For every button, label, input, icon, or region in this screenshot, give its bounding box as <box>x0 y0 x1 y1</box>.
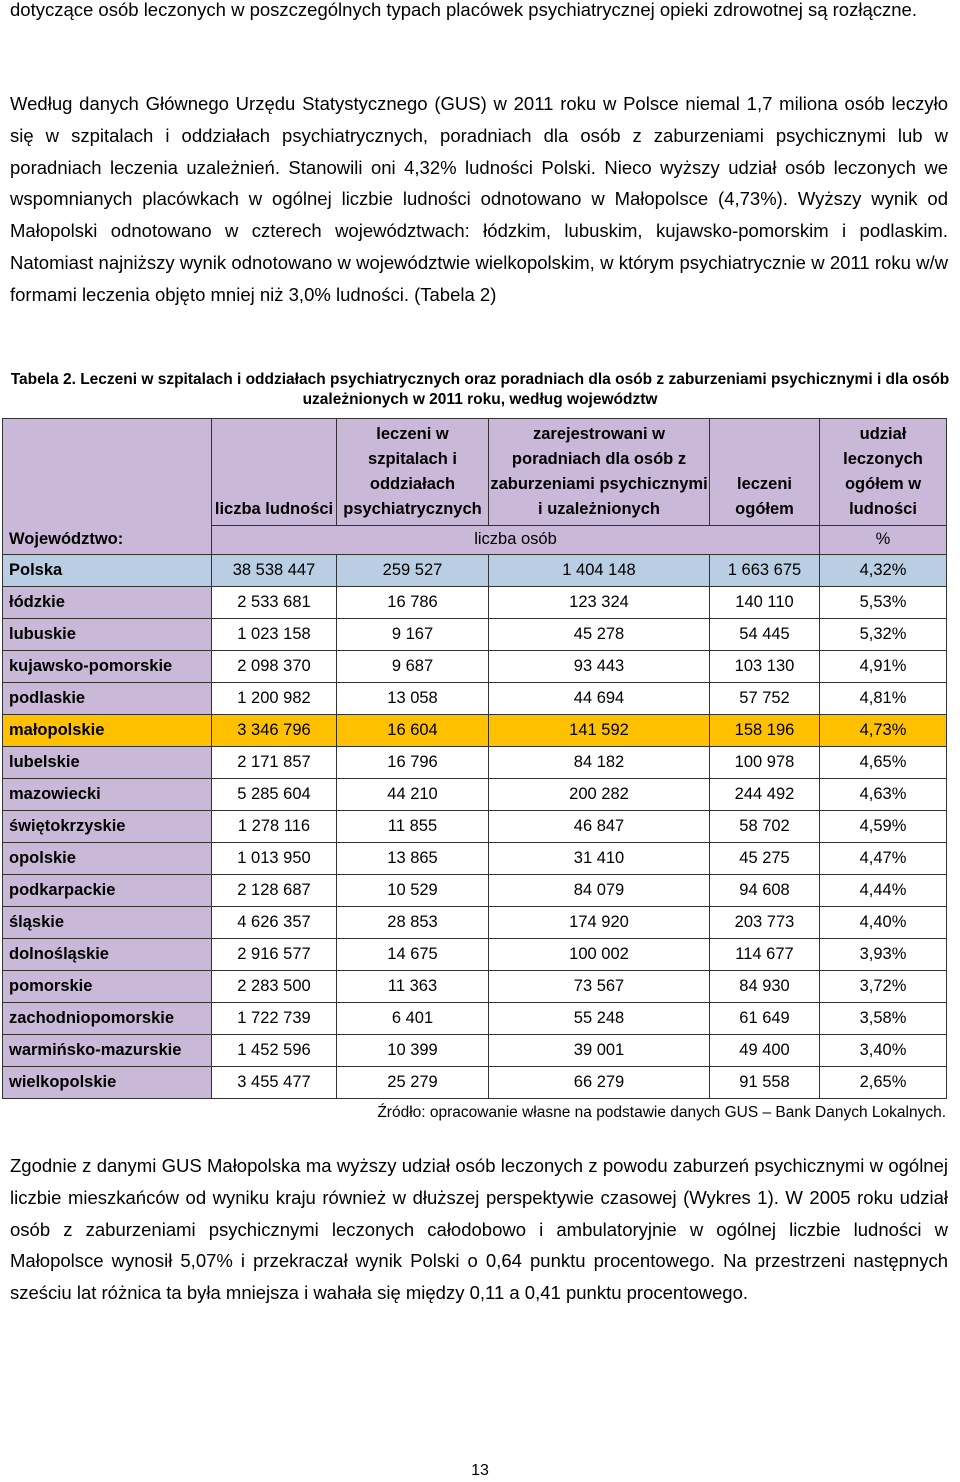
table-caption <box>0 370 960 410</box>
share-cell: 3,40% <box>820 1034 947 1066</box>
share-cell: 4,47% <box>820 842 947 874</box>
region-label: Województwo: <box>3 525 212 554</box>
header-clinics: zarejestrowani w poradniach dla osób z zaburzeniami psychicznymi i uzależnionych <box>489 419 710 526</box>
population-cell: 1 200 982 <box>212 682 337 714</box>
table-row <box>3 842 947 874</box>
region-name: lubelskie <box>3 746 212 778</box>
total-cell: 45 275 <box>710 842 820 874</box>
table-row <box>3 618 947 650</box>
total-cell: 244 492 <box>710 778 820 810</box>
share-cell: 2,65% <box>820 1066 947 1098</box>
table-row <box>3 682 947 714</box>
share-cell: 4,40% <box>820 906 947 938</box>
share-cell: 3,93% <box>820 938 947 970</box>
table-caption-text: Tabela 2. Leczeni w szpitalach i oddziałach psychiatrycznych oraz poradniach dla osób z zaburzeniami psychicznymi i dla osób uzależnionych w 2011 roku, według województw <box>10 371 950 408</box>
hospital-cell: 13 058 <box>337 682 489 714</box>
unit-percent-label: % <box>820 525 947 554</box>
table-row <box>3 1002 947 1034</box>
share-cell: 4,59% <box>820 810 947 842</box>
page-number: 13 <box>471 1462 489 1479</box>
share-cell: 5,32% <box>820 618 947 650</box>
share-cell: 4,91% <box>820 650 947 682</box>
share-cell: 4,63% <box>820 778 947 810</box>
clinic-cell: 123 324 <box>489 586 710 618</box>
total-cell: 84 930 <box>710 970 820 1002</box>
population-cell: 1 023 158 <box>212 618 337 650</box>
region-name: lubuskie <box>3 618 212 650</box>
header-hospital: leczeni w szpitalach i oddziałach psychiatrycznych <box>337 419 489 526</box>
clinic-cell: 174 920 <box>489 906 710 938</box>
region-name: mazowiecki <box>3 778 212 810</box>
clinic-cell: 46 847 <box>489 810 710 842</box>
region-name: opolskie <box>3 842 212 874</box>
share-cell: 4,81% <box>820 682 947 714</box>
header-share: udział leczonych ogółem w ludności <box>820 419 947 526</box>
population-cell: 2 171 857 <box>212 746 337 778</box>
table-row <box>3 874 947 906</box>
population-cell: 2 128 687 <box>212 874 337 906</box>
total-cell: 49 400 <box>710 1034 820 1066</box>
region-name: dolnośląskie <box>3 938 212 970</box>
region-name: podkarpackie <box>3 874 212 906</box>
population-cell: 3 346 796 <box>212 714 337 746</box>
region-name: podlaskie <box>3 682 212 714</box>
table-units-row <box>3 525 947 554</box>
region-name: wielkopolskie <box>3 1066 212 1098</box>
share-cell: 4,65% <box>820 746 947 778</box>
table-row <box>3 714 947 746</box>
region-name: małopolskie <box>3 714 212 746</box>
hospital-cell: 16 796 <box>337 746 489 778</box>
share-cell: 4,73% <box>820 714 947 746</box>
clinic-cell: 84 079 <box>489 874 710 906</box>
paragraph-comparison: Zgodnie z danymi GUS Małopolska ma wyższy udział osób leczonych z powodu zaburzeń psychicznymi w ogólnej liczbie mieszkańców od wyniku kraju również w dłuższej perspektywie czasowej (Wykres 1). W 2005 roku udział osób z zaburzeniami psychicznymi leczonych całodobowo i ambulatoryjnie w ogólnej liczbie ludności w Małopolsce wynosił 5,07% i przekraczał wynik Polski o 0,64 punktu procentowego. Na przestrzeni następnych sześciu lat różnica ta była mniejsza i wahała się między 0,11 a 0,41 punktu procentowego. <box>10 1155 948 1304</box>
region-name: łódzkie <box>3 586 212 618</box>
population-cell: 2 098 370 <box>212 650 337 682</box>
clinic-cell: 39 001 <box>489 1034 710 1066</box>
total-cell: 158 196 <box>710 714 820 746</box>
table-row <box>3 778 947 810</box>
total-cell: 140 110 <box>710 586 820 618</box>
hospital-cell: 10 529 <box>337 874 489 906</box>
population-cell: 5 285 604 <box>212 778 337 810</box>
population-cell: 2 916 577 <box>212 938 337 970</box>
total-cell: 58 702 <box>710 810 820 842</box>
table-row <box>3 810 947 842</box>
total-cell: 103 130 <box>710 650 820 682</box>
clinic-cell: 66 279 <box>489 1066 710 1098</box>
clinic-cell: 93 443 <box>489 650 710 682</box>
population-cell: 38 538 447 <box>212 554 337 586</box>
hospital-cell: 9 687 <box>337 650 489 682</box>
population-cell: 1 722 739 <box>212 1002 337 1034</box>
total-cell: 57 752 <box>710 682 820 714</box>
share-cell: 4,32% <box>820 554 947 586</box>
table-source-note: Źródło: opracowanie własne na podstawie danych GUS – Bank Danych Lokalnych. <box>377 1104 946 1121</box>
table-row <box>3 746 947 778</box>
clinic-cell: 200 282 <box>489 778 710 810</box>
total-cell: 61 649 <box>710 1002 820 1034</box>
clinic-cell: 44 694 <box>489 682 710 714</box>
clinic-cell: 141 592 <box>489 714 710 746</box>
hospital-cell: 259 527 <box>337 554 489 586</box>
total-cell: 91 558 <box>710 1066 820 1098</box>
population-cell: 1 013 950 <box>212 842 337 874</box>
header-population: liczba ludności <box>212 419 337 526</box>
share-cell: 4,44% <box>820 874 947 906</box>
header-region-cell <box>3 419 212 526</box>
header-total: leczeni ogółem <box>710 419 820 526</box>
paragraph-intro: dotyczące osób leczonych w poszczególnych typach placówek psychiatrycznej opieki zdrowotnej są rozłączne. <box>10 0 917 20</box>
total-cell: 100 978 <box>710 746 820 778</box>
share-cell: 5,53% <box>820 586 947 618</box>
clinic-cell: 100 002 <box>489 938 710 970</box>
table-row <box>3 906 947 938</box>
hospital-cell: 44 210 <box>337 778 489 810</box>
population-cell: 1 278 116 <box>212 810 337 842</box>
total-cell: 1 663 675 <box>710 554 820 586</box>
clinic-cell: 31 410 <box>489 842 710 874</box>
region-name: Polska <box>3 554 212 586</box>
population-cell: 2 283 500 <box>212 970 337 1002</box>
region-name: zachodniopomorskie <box>3 1002 212 1034</box>
hospital-cell: 11 363 <box>337 970 489 1002</box>
hospital-cell: 14 675 <box>337 938 489 970</box>
region-name: pomorskie <box>3 970 212 1002</box>
data-table <box>2 418 947 1099</box>
population-cell: 2 533 681 <box>212 586 337 618</box>
clinic-cell: 45 278 <box>489 618 710 650</box>
hospital-cell: 16 604 <box>337 714 489 746</box>
table-row <box>3 1066 947 1098</box>
total-cell: 54 445 <box>710 618 820 650</box>
total-cell: 114 677 <box>710 938 820 970</box>
clinic-cell: 84 182 <box>489 746 710 778</box>
unit-count-label: liczba osób <box>212 525 820 554</box>
table-row <box>3 938 947 970</box>
paragraph-gus-data: Według danych Głównego Urzędu Statystycznego (GUS) w 2011 roku w Polsce niemal 1,7 miliona osób leczyło się w szpitalach i oddziałach psychiatrycznych, poradniach dla osób z zaburzeniami psychicznymi lub w poradniach leczenia uzależnień. Stanowili oni 4,32% ludności Polski. Nieco wyższy udział osób leczonych we wspomnianych placówkach w ogólnej liczbie ludności odnotowano w Małopolsce (4,73%). Wyższy wynik od Małopolski odnotowano w czterech województwach: łódzkim, lubuskim, kujawsko-pomorskim i podlaskim. Natomiast najniższy wynik odnotowano w województwie wielkopolskim, w którym psychiatrycznie w 2011 roku w/w formami leczenia objęto mniej niż 3,0% ludności. (Tabela 2) <box>10 93 948 305</box>
table-row <box>3 1034 947 1066</box>
region-name: kujawsko-pomorskie <box>3 650 212 682</box>
clinic-cell: 55 248 <box>489 1002 710 1034</box>
hospital-cell: 28 853 <box>337 906 489 938</box>
table-row <box>3 554 947 586</box>
hospital-cell: 13 865 <box>337 842 489 874</box>
hospital-cell: 16 786 <box>337 586 489 618</box>
table-header-row <box>3 419 947 526</box>
region-name: warmińsko-mazurskie <box>3 1034 212 1066</box>
table-row <box>3 586 947 618</box>
population-cell: 1 452 596 <box>212 1034 337 1066</box>
clinic-cell: 1 404 148 <box>489 554 710 586</box>
population-cell: 4 626 357 <box>212 906 337 938</box>
population-cell: 3 455 477 <box>212 1066 337 1098</box>
region-name: śląskie <box>3 906 212 938</box>
hospital-cell: 25 279 <box>337 1066 489 1098</box>
region-name: świętokrzyskie <box>3 810 212 842</box>
hospital-cell: 11 855 <box>337 810 489 842</box>
hospital-cell: 10 399 <box>337 1034 489 1066</box>
clinic-cell: 73 567 <box>489 970 710 1002</box>
share-cell: 3,72% <box>820 970 947 1002</box>
table-row <box>3 650 947 682</box>
total-cell: 94 608 <box>710 874 820 906</box>
total-cell: 203 773 <box>710 906 820 938</box>
share-cell: 3,58% <box>820 1002 947 1034</box>
table-row <box>3 970 947 1002</box>
hospital-cell: 6 401 <box>337 1002 489 1034</box>
hospital-cell: 9 167 <box>337 618 489 650</box>
